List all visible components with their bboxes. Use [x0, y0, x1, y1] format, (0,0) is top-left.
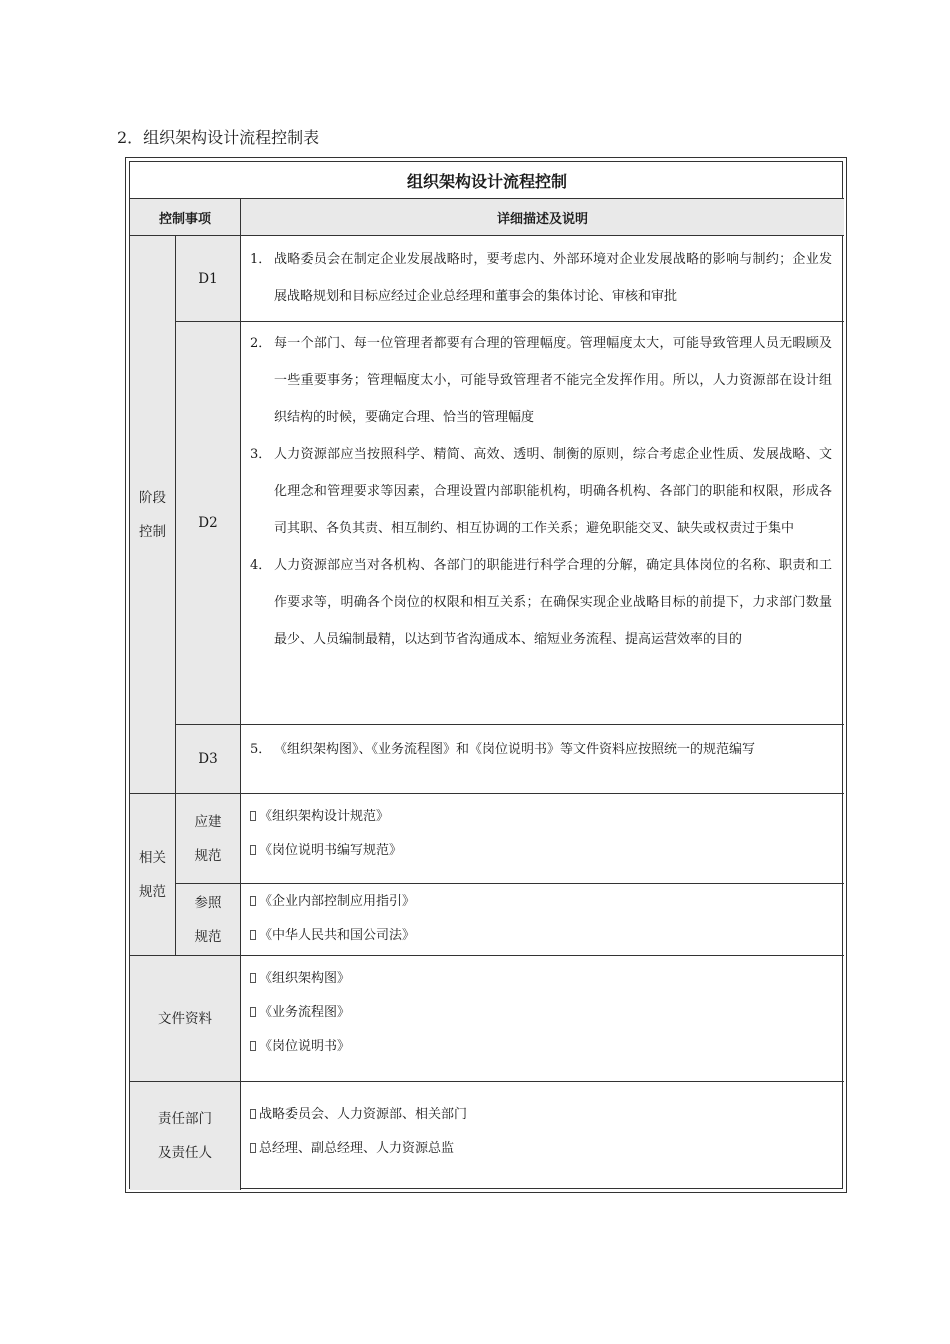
phase-d3-label: [176, 725, 241, 794]
item-text: 战略委员会、人力资源部、相关部门: [259, 1107, 468, 1122]
header-description-text: 详细描述及说明: [496, 211, 588, 227]
list-item: [250, 834, 844, 868]
item-text: 《岗位说明书》: [259, 1039, 351, 1054]
table-title-text: 组织架构设计流程控制: [406, 171, 567, 191]
stage-control-label-line2: 控制: [139, 523, 166, 540]
item-text: 战略委员会在制定企业发展战略时，要考虑内、外部环境对企业发展战略的影响与制约；企业发展战略规划和目标应经过企业总经理和董事会的集体讨论、审核和审批: [274, 252, 832, 304]
checkbox-square-icon: [250, 973, 256, 983]
control-table: [125, 157, 847, 1193]
list-item: [250, 241, 832, 315]
phase-d2-description: [241, 322, 844, 725]
list-item: [250, 800, 844, 834]
responsibility-label-line1: 责任部门: [158, 1111, 212, 1127]
item-number: 5．: [250, 742, 272, 757]
checkbox-square-icon: [250, 1109, 256, 1119]
item-text: 《企业内部控制应用指引》: [259, 894, 416, 909]
item-text: 《组织架构图》、《业务流程图》和《岗位说明书》等文件资料应按照统一的规范编写: [274, 742, 756, 757]
related-norms-label: [130, 794, 176, 956]
item-text: 总经理、副总经理、人力资源总监: [259, 1141, 455, 1156]
item-text: 《岗位说明书编写规范》: [259, 843, 403, 858]
phase-d3-description: [241, 725, 844, 794]
reference-label-line1: 参照: [194, 894, 222, 911]
should-build-label-line1: 应建: [194, 813, 222, 830]
checkbox-square-icon: [250, 845, 256, 855]
list-item: [250, 962, 844, 996]
phase-d1-label: [176, 236, 241, 322]
checkbox-square-icon: [250, 811, 256, 821]
checkbox-square-icon: [250, 930, 256, 940]
responsibility-label-line2: 及责任人: [158, 1145, 212, 1161]
list-item: [250, 1030, 844, 1064]
reference-label-line2: 规范: [194, 928, 222, 945]
stage-control-label: [130, 236, 176, 794]
phase-d1-description: [241, 236, 844, 322]
checkbox-square-icon: [250, 896, 256, 906]
reference-label: [176, 884, 241, 956]
reference-list: [241, 884, 844, 956]
responsibility-label: [130, 1082, 241, 1190]
list-item: [250, 547, 832, 658]
checkbox-square-icon: [250, 1041, 256, 1051]
should-build-label-line2: 规范: [194, 847, 222, 864]
responsibility-list: [241, 1082, 844, 1190]
phase-d3-code: D3: [198, 751, 218, 767]
list-item: [250, 885, 844, 919]
item-text: 《组织架构图》: [259, 971, 351, 986]
checkbox-square-icon: [250, 1007, 256, 1017]
documents-label-text: 文件资料: [158, 1010, 212, 1027]
documents-label: [130, 956, 241, 1082]
control-table-inner: [129, 161, 843, 1189]
stage-control-label-line1: 阶段: [139, 489, 166, 506]
list-item: [250, 1098, 844, 1132]
item-text: 人力资源部应当对各机构、各部门的职能进行科学合理的分解，确定具体岗位的名称、职责和工作要求等，明确各个岗位的权限和相互关系；在确保实现企业战略目标的前提下，力求部门数量最少、人员编制最精，以达到节省沟通成本、缩短业务流程、提高运营效率的目的: [274, 558, 832, 647]
phase-d2-label: [176, 322, 241, 725]
should-build-label: [176, 794, 241, 884]
section-heading: 2．组织架构设计流程控制表: [117, 128, 320, 147]
item-text: 每一个部门、每一位管理者都要有合理的管理幅度。管理幅度太大，可能导致管理人员无暇顾及一些重要事务；管理幅度太小，可能导致管理者不能完全发挥作用。所以，人力资源部在设计组织结构的时候，要确定合理、恰当的管理幅度: [274, 336, 832, 425]
phase-d1-code: D1: [198, 270, 218, 287]
list-item: [250, 731, 832, 768]
list-item: [250, 919, 844, 953]
should-build-list: [241, 794, 844, 884]
list-item: [250, 436, 832, 547]
item-number: 3．: [250, 447, 272, 462]
item-number: 2．: [250, 336, 272, 351]
list-item: [250, 1132, 844, 1166]
checkbox-square-icon: [250, 1143, 256, 1153]
item-text: 《组织架构设计规范》: [259, 809, 390, 824]
table-title: [130, 162, 844, 199]
phase-d2-code: D2: [198, 515, 218, 531]
header-control-item-text: 控制事项: [158, 211, 211, 227]
documents-list: [241, 956, 844, 1082]
header-description: [241, 199, 844, 236]
related-norms-label-line1: 相关: [139, 849, 166, 866]
list-item: [250, 325, 832, 436]
header-control-item: [130, 199, 241, 236]
item-text: 《中华人民共和国公司法》: [259, 928, 416, 943]
item-text: 人力资源部应当按照科学、精简、高效、透明、制衡的原则，综合考虑企业性质、发展战略、文化理念和管理要求等因素，合理设置内部职能机构，明确各机构、各部门的职能和权限，形成各司其职、各负其责、相互制约、相互协调的工作关系；避免职能交叉、缺失或权责过于集中: [274, 447, 832, 536]
item-text: 《业务流程图》: [259, 1005, 351, 1020]
related-norms-label-line2: 规范: [139, 883, 166, 900]
list-item: [250, 996, 844, 1030]
item-number: 1．: [250, 252, 272, 267]
item-number: 4．: [250, 558, 272, 573]
